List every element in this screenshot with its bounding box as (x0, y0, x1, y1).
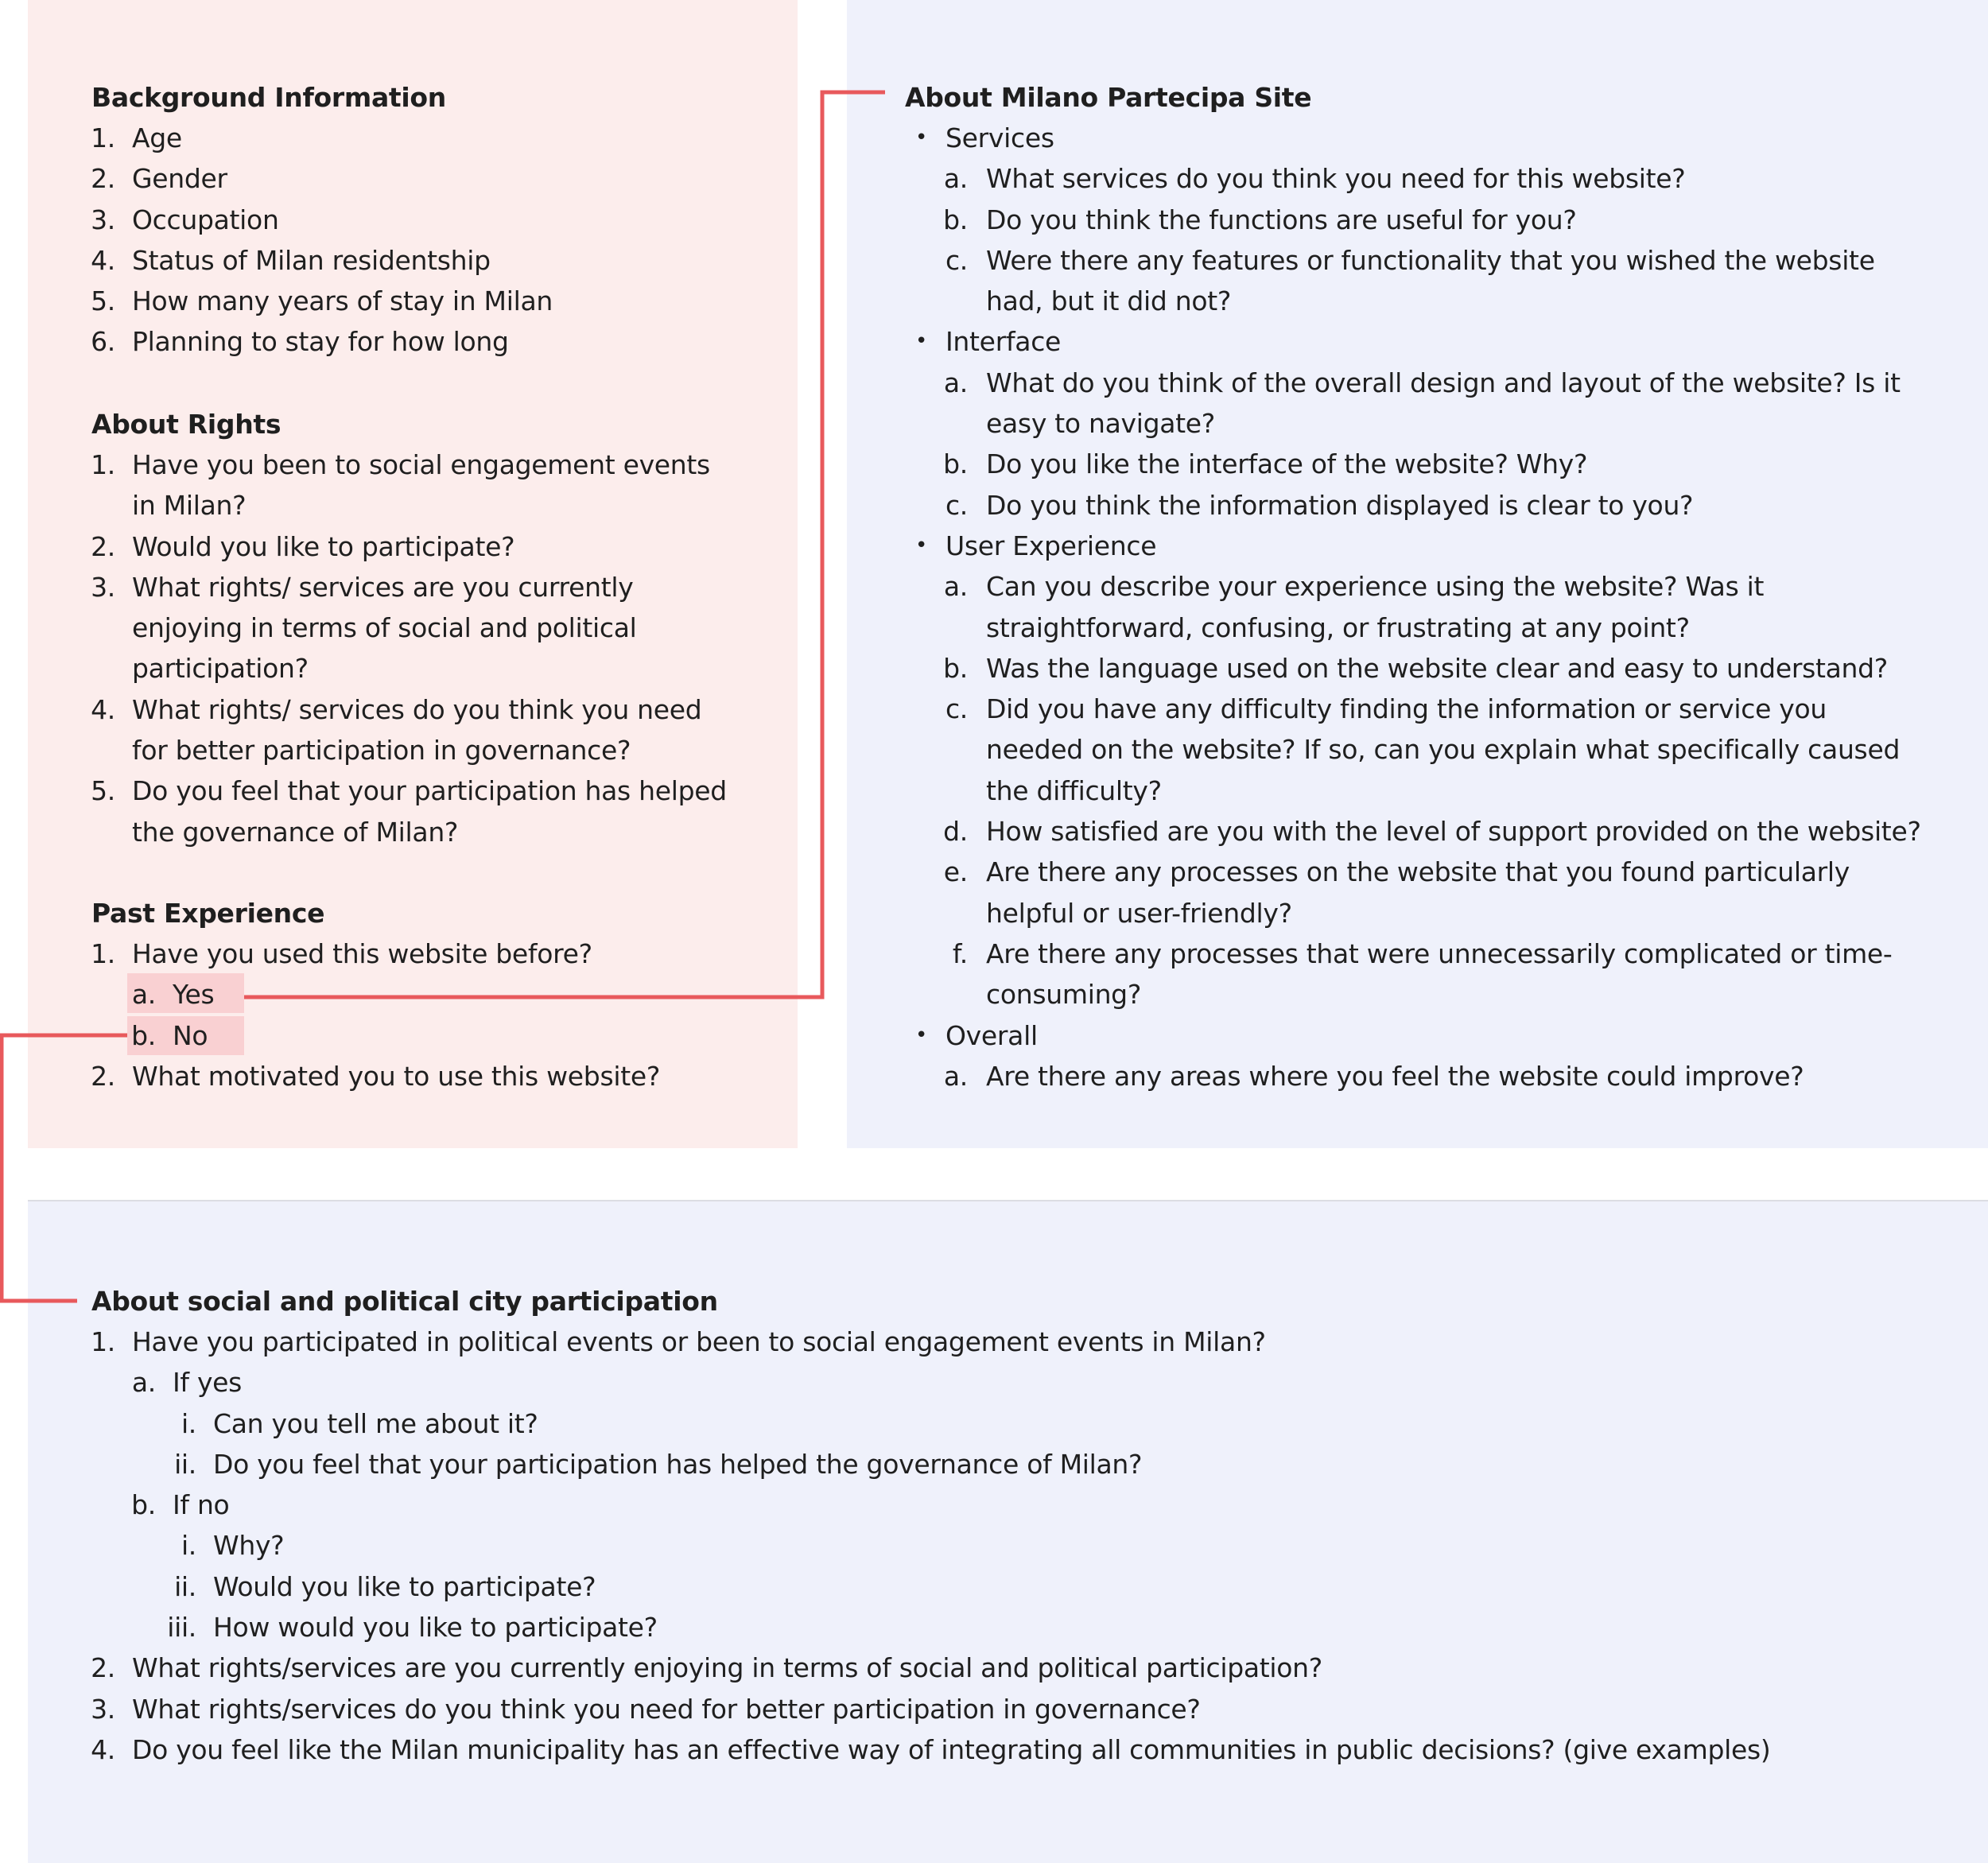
list-marker: a. (943, 367, 968, 398)
past-experience-section (91, 893, 661, 1096)
list-marker: ii. (174, 1570, 196, 1602)
list-marker: e. (943, 856, 968, 888)
list-marker: 6. (91, 326, 115, 358)
list-item (905, 566, 1765, 648)
list-item (91, 933, 592, 974)
text-line: Have you been to social engagement events (132, 449, 710, 480)
list-marker: • (914, 126, 927, 149)
text-line: Services (945, 122, 1054, 153)
milano-partecipa-section (905, 77, 1921, 1096)
list-item (91, 240, 491, 281)
list-marker: i. (181, 1407, 196, 1439)
text-line: User Experience (945, 530, 1157, 561)
list-item (905, 444, 1588, 484)
list-text (213, 1607, 658, 1648)
text-line: Do you like the interface of the website? Why? (986, 448, 1588, 480)
list-item (905, 1056, 1804, 1096)
list-item (905, 811, 1921, 852)
text-line: Are there any areas where you feel the website could improve? (986, 1060, 1804, 1092)
list-text (986, 485, 1693, 526)
list-item (91, 281, 553, 321)
background-information-section (91, 77, 553, 363)
section-title: Past Experience (91, 898, 325, 929)
list-item (91, 1444, 1143, 1485)
list-item (91, 526, 515, 567)
text-line: consuming? (986, 979, 1142, 1011)
list-text (132, 444, 710, 526)
list-marker: ii. (174, 1448, 196, 1480)
list-marker: 5. (91, 285, 115, 317)
list-item (91, 689, 702, 771)
list-marker: 5. (91, 775, 115, 807)
list-marker: c. (945, 693, 968, 725)
text-line: had, but it did not? (986, 285, 1232, 317)
text-line: Occupation (132, 204, 279, 235)
list-marker: 1. (91, 1326, 115, 1357)
list-marker: 2. (91, 1652, 115, 1684)
list-text (986, 933, 1893, 1015)
list-item (905, 240, 1875, 322)
list-marker: c. (945, 489, 968, 521)
list-text (986, 689, 1900, 811)
text-line: Were there any features or functionality that you wished the website (986, 244, 1875, 276)
list-item (91, 1607, 718, 1648)
list-item (91, 1525, 718, 1566)
text-line: What motivated you to use this website? (132, 1060, 661, 1092)
text-line: Do you feel like the Milan municipality has an effective way of integrating all communities in public decisions? (give examples) (132, 1733, 1771, 1765)
list-item (905, 689, 1901, 811)
text-line: How would you like to participate? (213, 1612, 658, 1644)
list-text (986, 1056, 1804, 1096)
text-line: What rights/ services are you currently (132, 571, 634, 603)
list-item (905, 158, 1686, 199)
list-marker: 1. (91, 449, 115, 480)
text-line: Why? (213, 1530, 285, 1562)
text-line: What rights/services do you think you need for better participation in governance? (132, 1693, 1201, 1725)
list-text (986, 811, 1921, 852)
list-marker: iii. (167, 1612, 196, 1644)
list-marker: b. (943, 448, 968, 480)
city-participation-section (91, 1281, 1771, 1770)
list-marker: 4. (91, 1733, 115, 1765)
list-item (905, 118, 1311, 158)
list-item (905, 321, 1311, 362)
list-item (905, 526, 1311, 566)
text-line: Did you have any difficulty finding the information or service you (986, 693, 1827, 725)
text-line: Interface (945, 326, 1062, 358)
text-line: Do you think the functions are useful for you? (986, 204, 1577, 235)
text-line: Was the language used on the website clear and easy to understand? (986, 652, 1889, 684)
text-line: Planning to stay for how long (132, 326, 509, 358)
text-line: How satisfied are you with the level of support provided on the website? (986, 816, 1921, 848)
section-title: About social and political city participation (91, 1286, 718, 1317)
list-marker: d. (943, 816, 968, 848)
list-text (945, 321, 1061, 362)
section-title: Background Information (91, 82, 446, 113)
list-marker: • (914, 533, 927, 557)
text-line: participation? (132, 653, 309, 685)
text-line: What rights/services are you currently enjoying in terms of social and political participation? (132, 1652, 1323, 1684)
list-text (986, 648, 1888, 689)
list-text (132, 1689, 1201, 1729)
list-item (91, 1403, 718, 1444)
text-line: Have you used this website before? (132, 938, 592, 969)
list-item (905, 200, 1577, 240)
list-marker: 2. (91, 530, 115, 562)
list-text (986, 200, 1577, 240)
text-line: needed on the website? If so, can you explain what specifically caused (986, 734, 1901, 766)
list-text (173, 1362, 242, 1403)
list-marker: c. (945, 244, 968, 276)
list-marker: a. (131, 979, 156, 1011)
list-text (132, 200, 279, 240)
list-text (132, 321, 509, 362)
list-item (91, 444, 710, 526)
list-marker: 1. (91, 122, 115, 153)
list-marker: 4. (91, 693, 115, 725)
list-marker: 3. (91, 571, 115, 603)
list-text (986, 566, 1764, 648)
list-item (91, 1729, 1771, 1770)
list-text (132, 933, 592, 974)
list-item (91, 1362, 718, 1403)
list-item (91, 770, 727, 852)
list-item (91, 1015, 324, 1056)
text-line: Do you feel that your participation has helped the governance of Milan? (213, 1448, 1143, 1480)
list-text (213, 1525, 284, 1566)
text-line: If no (173, 1489, 230, 1521)
list-marker: b. (943, 652, 968, 684)
list-item (91, 567, 637, 689)
text-line: helpful or user-friendly? (986, 897, 1292, 929)
list-marker: b. (131, 1489, 156, 1521)
list-marker: b. (943, 204, 968, 235)
list-item (905, 485, 1694, 526)
list-text (173, 974, 214, 1015)
list-text (132, 526, 514, 567)
text-line: Yes (173, 979, 215, 1011)
text-line: What services do you think you need for this website? (986, 163, 1686, 195)
list-text (213, 1566, 596, 1607)
list-item (91, 1056, 661, 1096)
list-item (905, 852, 1850, 933)
list-text (173, 1485, 229, 1525)
list-text (945, 526, 1156, 566)
list-marker: 1. (91, 938, 115, 969)
list-text (132, 770, 727, 852)
list-text (986, 158, 1685, 199)
text-line: for better participation in governance? (132, 735, 631, 767)
list-marker: 4. (91, 244, 115, 276)
text-line: How many years of stay in Milan (132, 285, 553, 317)
text-line: If yes (173, 1367, 243, 1399)
list-text (986, 852, 1850, 933)
list-text (132, 689, 701, 771)
text-line: easy to navigate? (986, 408, 1216, 440)
section-title: About Rights (91, 409, 282, 440)
list-marker: 2. (91, 163, 115, 195)
text-line: Age (132, 122, 182, 153)
text-line: Gender (132, 163, 227, 195)
text-line: No (173, 1019, 208, 1051)
list-marker: a. (943, 163, 968, 195)
list-item (91, 1485, 718, 1525)
text-line: Overall (945, 1019, 1038, 1051)
text-line: Can you describe your experience using the website? Was it (986, 571, 1765, 603)
list-item (905, 648, 1889, 689)
list-text (132, 158, 227, 199)
list-text (213, 1444, 1142, 1485)
list-marker: f. (952, 937, 968, 969)
list-item (91, 321, 509, 362)
text-line: the difficulty? (986, 774, 1162, 806)
list-item (905, 363, 1901, 444)
list-item (91, 200, 446, 240)
text-line: What do you think of the overall design and layout of the website? Is it (986, 367, 1901, 398)
list-text (986, 444, 1587, 484)
list-item (91, 1648, 1323, 1688)
list-marker: 2. (91, 1060, 115, 1092)
text-line: straightforward, confusing, or frustrating at any point? (986, 611, 1690, 643)
list-marker: a. (131, 1367, 156, 1399)
list-item (91, 118, 446, 158)
text-line: Do you feel that your participation has helped (132, 775, 727, 807)
list-marker: • (914, 1023, 927, 1047)
text-line: Would you like to participate? (132, 530, 515, 562)
list-text (986, 240, 1875, 322)
text-line: Are there any processes that were unnecessarily complicated or time- (986, 937, 1893, 969)
list-text (132, 1648, 1322, 1688)
list-item (91, 1689, 1201, 1729)
about-rights-section (91, 404, 727, 852)
list-text (132, 567, 637, 689)
section-title: About Milano Partecipa Site (905, 82, 1312, 113)
list-marker: i. (181, 1530, 196, 1562)
text-line: Can you tell me about it? (213, 1407, 538, 1439)
list-item (91, 1322, 1266, 1362)
list-text (132, 1056, 660, 1096)
list-marker: • (914, 329, 927, 354)
list-text (945, 118, 1054, 158)
list-text (132, 281, 553, 321)
list-marker: a. (943, 571, 968, 603)
list-text (945, 1015, 1038, 1056)
list-item (91, 1566, 718, 1607)
text-line: Have you participated in political events or been to social engagement events in Milan? (132, 1326, 1266, 1357)
text-line: Are there any processes on the website that you found particularly (986, 856, 1850, 888)
list-item (905, 933, 1893, 1015)
list-text (213, 1403, 538, 1444)
list-text (132, 240, 491, 281)
list-marker: 3. (91, 204, 115, 235)
list-marker: b. (131, 1019, 156, 1051)
text-line: Would you like to participate? (213, 1570, 596, 1602)
list-item (91, 974, 324, 1015)
text-line: the governance of Milan? (132, 816, 459, 848)
list-text (986, 363, 1901, 444)
text-line: Do you think the information displayed is clear to you? (986, 489, 1694, 521)
text-line: Status of Milan residentship (132, 244, 491, 276)
list-item (905, 1015, 1311, 1056)
list-marker: a. (943, 1060, 968, 1092)
list-text (132, 1729, 1770, 1770)
list-item (91, 158, 446, 199)
list-marker: 3. (91, 1693, 115, 1725)
text-line: in Milan? (132, 490, 247, 522)
list-text (173, 1015, 208, 1056)
list-text (132, 1322, 1266, 1362)
list-text (132, 118, 182, 158)
text-line: What rights/ services do you think you need (132, 693, 702, 725)
text-line: enjoying in terms of social and political (132, 612, 637, 644)
